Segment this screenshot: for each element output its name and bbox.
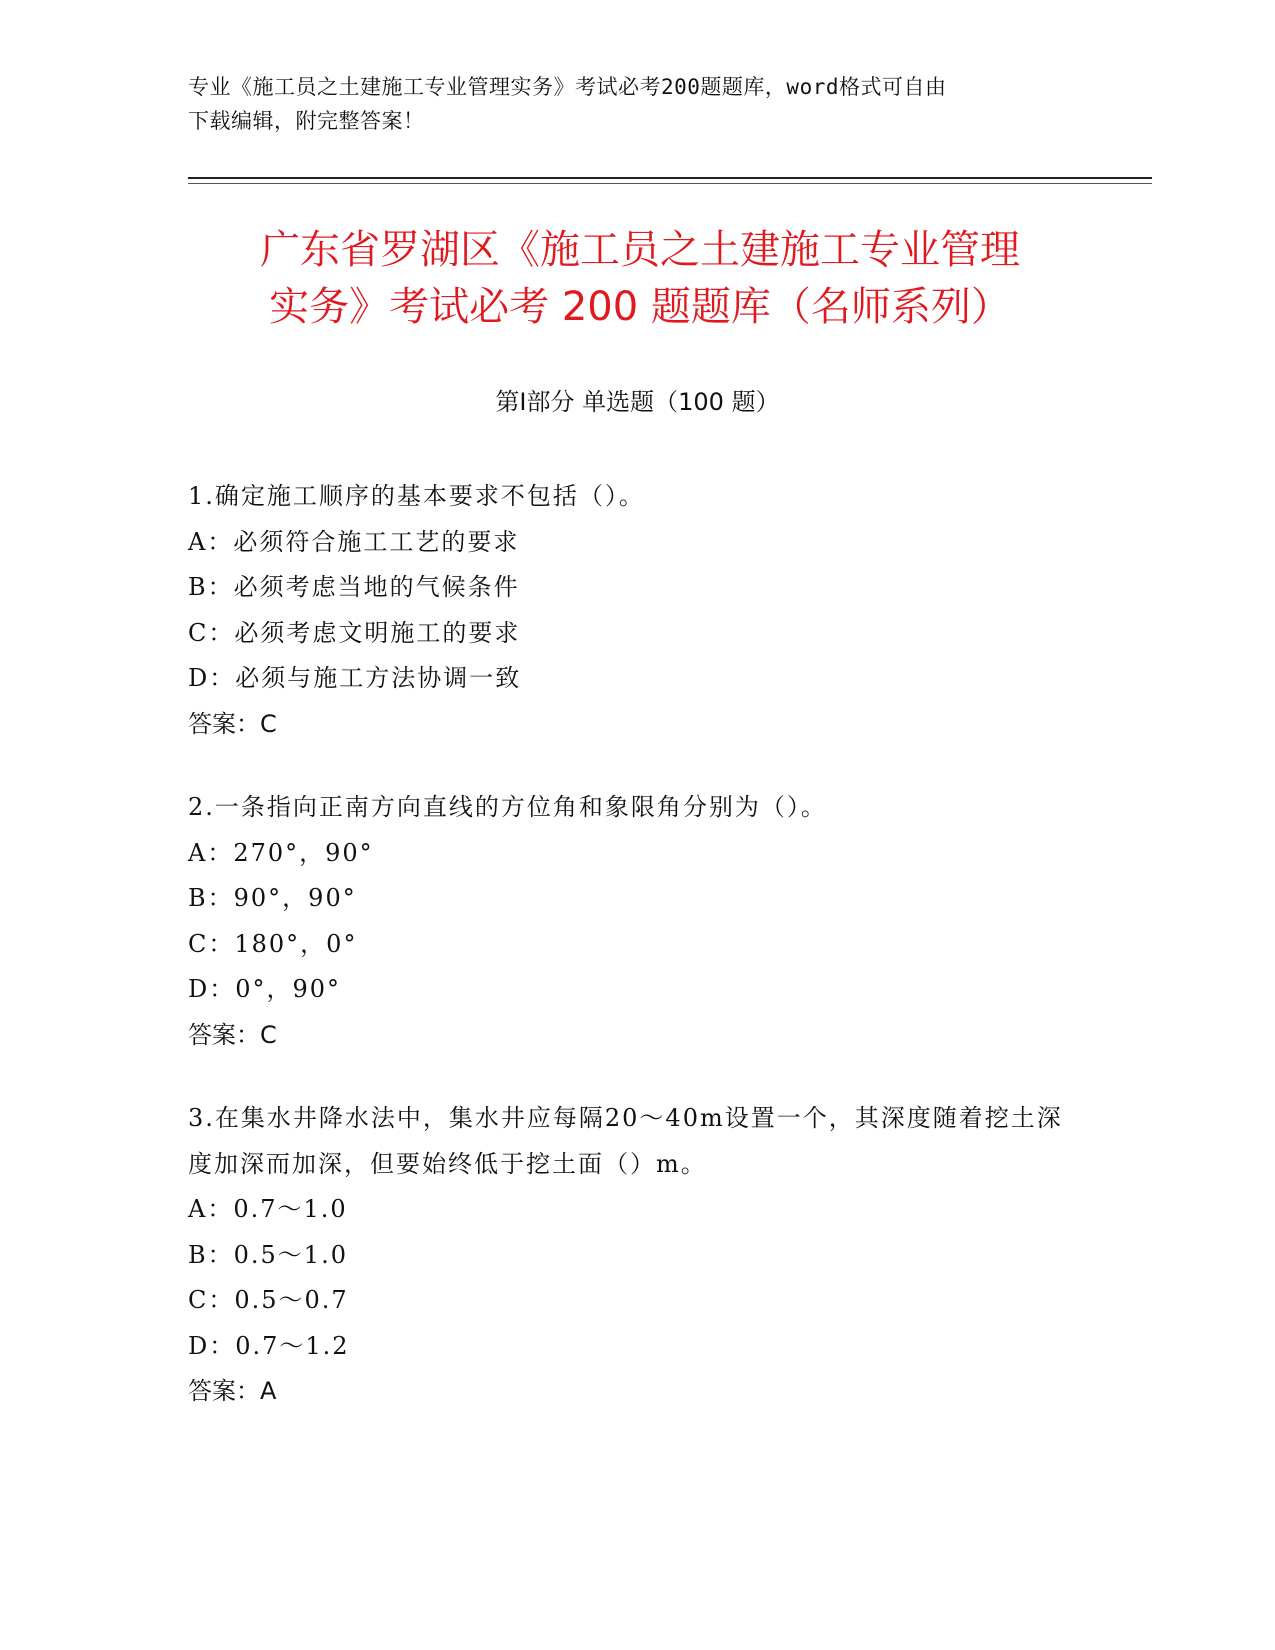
answer: 答案：C [188, 1020, 277, 1049]
option-b: B：90°，90° [188, 884, 357, 912]
option-b: B：0.5～1.0 [188, 1240, 348, 1269]
option-c: C：必须考虑文明施工的要求 [188, 618, 521, 647]
question-stem: 3.在集水井降水法中，集水井应每隔20～40m设置一个，其深度随着挖土深度加深而加深，但要始终低于挖土面（）m。 [188, 1104, 1063, 1178]
header-note [188, 70, 1068, 138]
document-title-line-1: 广东省罗湖区《施工员之土建施工专业管理 [260, 227, 1020, 273]
option-a: A：0.7～1.0 [188, 1195, 348, 1223]
header-divider-thin [188, 183, 1152, 184]
option-a: A：必须符合施工工艺的要求 [188, 527, 520, 556]
option-d: D：0.7～1.2 [188, 1331, 350, 1360]
question-1 [188, 474, 1088, 747]
section-heading: 第Ⅰ部分 单选题（100 题） [495, 388, 780, 416]
question-2 [188, 785, 1088, 1058]
option-c: C：0.5～0.7 [188, 1286, 349, 1314]
question-3 [188, 1096, 1088, 1415]
question-list [188, 474, 1088, 1453]
question-stem: 1.确定施工顺序的基本要求不包括（）。 [188, 482, 645, 510]
header-note-line-2: 下载编辑，附完整答案！ [188, 109, 425, 133]
option-a: A：270°，90° [188, 838, 374, 867]
document-title-line-2: 实务》考试必考 200 题题库（名师系列） [269, 284, 1011, 330]
option-d: D：必须与施工方法协调一致 [188, 664, 522, 692]
document-title [150, 222, 1130, 336]
header-divider-thick [188, 177, 1152, 179]
answer: 答案：C [188, 709, 277, 738]
option-d: D：0°，90° [188, 975, 342, 1003]
question-stem: 2.一条指向正南方向直线的方位角和象限角分别为（）。 [188, 793, 827, 821]
header-note-line-1: 专业《施工员之土建施工专业管理实务》考试必考200题题库，word格式可自由 [188, 75, 947, 99]
option-c: C：180°，0° [188, 929, 358, 958]
answer: 答案：A [188, 1377, 277, 1405]
option-b: B：必须考虑当地的气候条件 [188, 573, 520, 601]
